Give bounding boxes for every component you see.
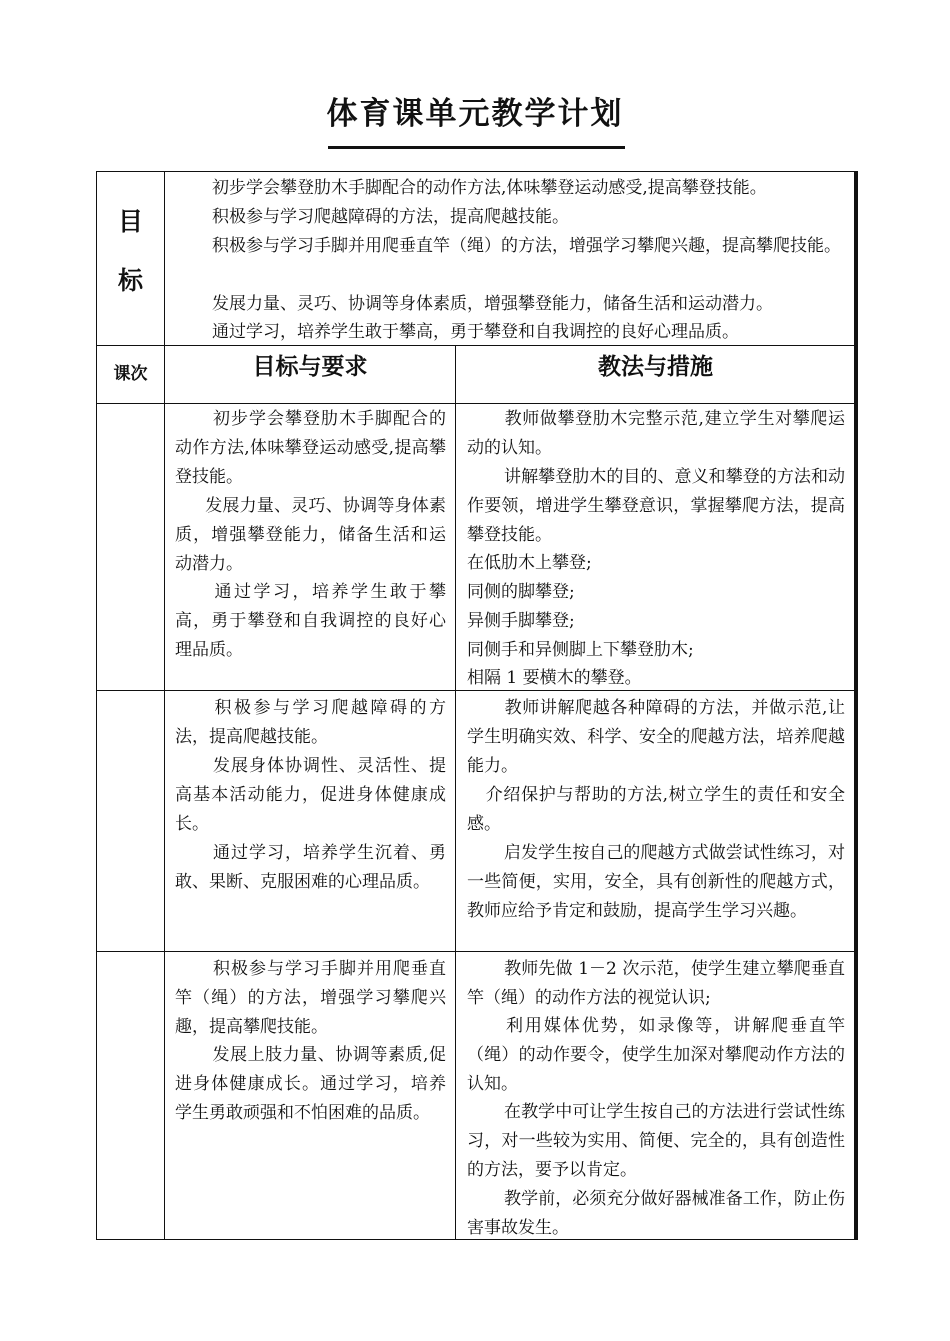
row2-goal-paragraph: 通过学习，培养学生沉着、勇敢、果断、克服困难的心理品质。 <box>175 843 446 892</box>
column-divider <box>164 171 165 1240</box>
page-title: 体育课单元教学计划 <box>326 96 624 132</box>
row1-method-paragraph: 同侧手和异侧脚上下攀登肋木; <box>467 640 694 660</box>
row1-method-paragraph: 同侧的脚攀登; <box>467 582 575 602</box>
row1-method-paragraph: 在低肋木上攀登; <box>467 553 592 573</box>
row2-method-paragraph: 启发学生按自己的爬越方式做尝试性练习，对一些简便，实用，安全，具有创新性的爬越方式，教师应给予肯定和鼓励，提高学生学习兴趣。 <box>467 843 845 921</box>
row3-method-paragraph: 教师先做 1－2 次示范，使学生建立攀爬垂直竿（绳）的动作方法的视觉认识; <box>467 959 845 1008</box>
row-divider <box>96 951 855 952</box>
row3-method-paragraph: 教学前，必须充分做好器械准备工作，防止伤害事故发生。 <box>467 1189 845 1238</box>
lesson-column-header: 课次 <box>113 364 148 384</box>
goal-paragraph: 通过学习，培养学生敢于攀高，勇于攀登和自我调控的良好心理品质。 <box>212 322 739 342</box>
row2-goal-paragraph: 发展身体协调性、灵活性、提高基本活动能力，促进身体健康成长。 <box>175 756 446 834</box>
goal-paragraph: 积极参与学习手脚并用爬垂直竿（绳）的方法，增强学习攀爬兴趣，提高攀爬技能。 <box>212 236 841 256</box>
table-right-border <box>855 171 858 1240</box>
row3-goal-paragraph: 发展上肢力量、协调等素质,促进身体健康成长。通过学习，培养学生勇敢顽强和不怕困难的品质。 <box>175 1045 446 1123</box>
goals-requirements-header: 目标与要求 <box>252 353 368 380</box>
row1-method-paragraph: 异侧手脚攀登; <box>467 611 575 631</box>
goal-label-char-2: 标 <box>117 266 143 295</box>
title-underline <box>328 146 625 149</box>
row1-goal-paragraph: 初步学会攀登肋木手脚配合的动作方法,体味攀登运动感受,提高攀登技能。 <box>175 409 446 487</box>
row1-goal-paragraph: 发展力量、灵巧、协调等身体素质，增强攀登能力，储备生活和运动潜力。 <box>175 496 446 574</box>
goal-paragraph: 发展力量、灵巧、协调等身体素质，增强攀登能力，储备生活和运动潜力。 <box>212 294 773 314</box>
row3-method-paragraph: 在教学中可让学生按自己的方法进行尝试性练习，对一些较为实用、简便、完全的，具有创造性的方法，要予以肯定。 <box>467 1102 845 1180</box>
row1-method-paragraph: 相隔 1 要横木的攀登。 <box>467 668 642 688</box>
methods-measures-header: 教法与措施 <box>598 353 713 380</box>
row2-goal-paragraph: 积极参与学习爬越障碍的方法，提高爬越技能。 <box>175 698 446 747</box>
row1-goal-paragraph: 通过学习，培养学生敢于攀高，勇于攀登和自我调控的良好心理品质。 <box>175 582 446 660</box>
row-divider <box>96 403 855 404</box>
goal-paragraph: 初步学会攀登肋木手脚配合的动作方法,体味攀登运动感受,提高攀登技能。 <box>212 178 767 198</box>
goal-label-char-1: 目 <box>117 207 143 236</box>
row1-method-paragraph: 教师做攀登肋木完整示范,建立学生对攀爬运动的认知。 <box>467 409 845 458</box>
row3-goal-paragraph: 积极参与学习手脚并用爬垂直竿（绳）的方法，增强学习攀爬兴趣，提高攀爬技能。 <box>175 959 446 1037</box>
row3-method-paragraph: 利用媒体优势，如录像等，讲解爬垂直竿（绳）的动作要令，使学生加深对攀爬动作方法的认知。 <box>467 1016 845 1094</box>
row2-method-paragraph: 介绍保护与帮助的方法,树立学生的责任和安全感。 <box>467 785 845 834</box>
goal-paragraph: 积极参与学习爬越障碍的方法，提高爬越技能。 <box>212 207 569 227</box>
column-divider <box>455 345 456 1240</box>
row1-method-paragraph: 讲解攀登肋木的目的、意义和攀登的方法和动作要领，增进学生攀登意识，掌握攀爬方法，提高攀登技能。 <box>467 467 845 545</box>
row2-method-paragraph: 教师讲解爬越各种障碍的方法，并做示范,让学生明确实效、科学、安全的爬越方法，培养爬越能力。 <box>467 698 845 776</box>
